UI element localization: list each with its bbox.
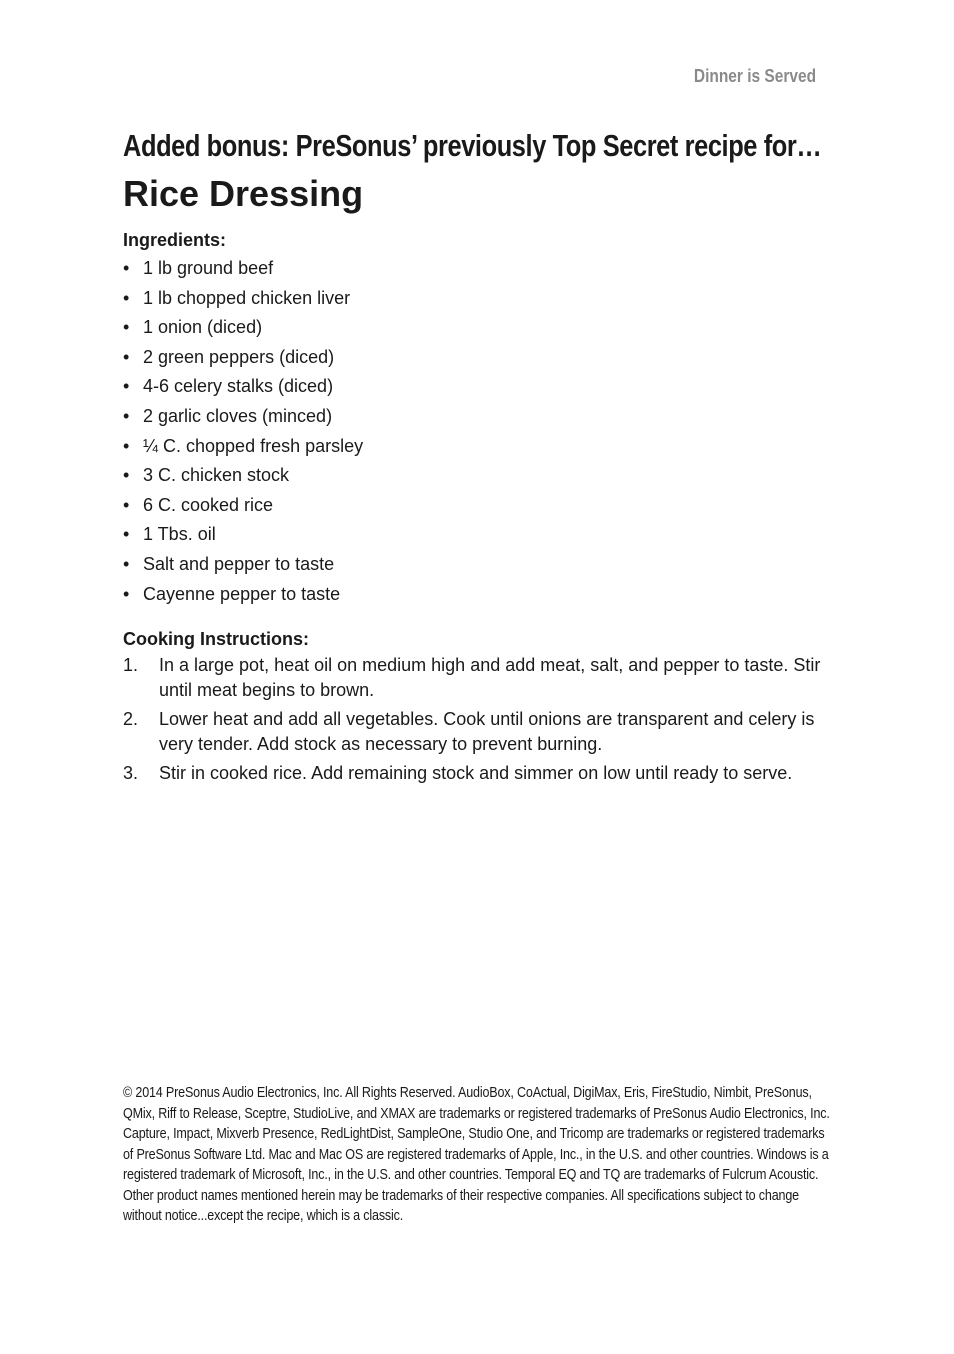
bullet-icon: • (123, 405, 130, 426)
ingredients-heading: Ingredients: (123, 230, 227, 250)
ingredient-item (123, 284, 839, 314)
running-header: Dinner is Served (693, 66, 816, 86)
ingredient-text: 4-6 celery stalks (diced) (143, 376, 334, 397)
ingredient-text: Salt and pepper to taste (143, 553, 335, 574)
instruction-step (123, 761, 839, 786)
bullet-icon: • (123, 317, 130, 338)
step-text: Stir in cooked rice. Add remaining stock and simmer on low until ready to serve. (159, 763, 793, 784)
ingredient-text: 1 onion (diced) (143, 317, 263, 338)
bullet-icon: • (123, 524, 130, 545)
ingredient-item (123, 580, 839, 610)
ingredient-text: 6 C. cooked rice (143, 494, 274, 515)
ingredient-item (123, 254, 839, 284)
ingredient-text: 1 lb ground beef (143, 258, 274, 278)
ingredient-item (123, 491, 839, 521)
ingredient-item (123, 402, 839, 432)
ingredient-text: 2 garlic cloves (minced) (143, 405, 333, 426)
ingredient-text: Cayenne pepper to taste (143, 583, 341, 604)
ingredient-text: ¼ C. chopped fresh parsley (143, 435, 364, 456)
bullet-icon: • (123, 583, 130, 604)
legal-notice: © 2014 PreSonus Audio Electronics, Inc. All Rights Reserved. AudioBox, CoActual, DigiMax, Eris, FireStudio, Nimbit, PreSonus, QMix, Riff to Release, Sceptre, StudioLive, and XMAX are trademarks or registered trademarks of PreSonus Audio Electronics, Inc. Capture, Impact, Mixverb Presence, RedLightDist, SampleOne, Studio One, and Tricomp are trademarks or registered trademarks of PreSonus Software Ltd. Mac and Mac OS are registered trademarks of Apple, Inc., in the U.S. and other countries. Windows is a registered trademark of Microsoft, Inc., in the U.S. and other countries. Temporal EQ and TQ are trademarks of Fulcrum Acoustic. Other product names mentioned herein may be trademarks of their respective companies. All specifications subject to change without notice...except the recipe, which is a classic. (123, 1084, 830, 1224)
ingredient-list (123, 254, 839, 609)
instructions-heading: Cooking Instructions: (123, 629, 309, 650)
ingredient-text: 3 C. chicken stock (143, 465, 290, 486)
instruction-step (123, 653, 839, 702)
ingredient-item (123, 520, 839, 550)
bullet-icon: • (123, 553, 130, 574)
step-text: Lower heat and add all vegetables. Cook until onions are transparent and celery is very tender. Add stock as necessary to prevent burning. (159, 709, 815, 754)
step-number: 1. (123, 655, 139, 676)
ingredient-text: 1 lb chopped chicken liver (143, 287, 351, 308)
ingredient-item (123, 372, 839, 402)
bullet-icon: • (123, 287, 130, 308)
bullet-icon: • (123, 258, 130, 278)
ingredient-text: 1 Tbs. oil (143, 524, 216, 545)
recipe-content (123, 124, 839, 791)
bullet-icon: • (123, 435, 130, 456)
ingredient-text: 2 green peppers (diced) (143, 346, 335, 367)
recipe-title: Rice Dressing (123, 173, 364, 214)
ingredient-item (123, 550, 839, 580)
ingredient-item (123, 461, 839, 491)
step-number: 3. (123, 763, 139, 784)
ingredient-item (123, 343, 839, 373)
ingredient-item (123, 313, 839, 343)
recipe-kicker: Added bonus: PreSonus’ previously Top Secret recipe for… (123, 128, 822, 163)
step-text: In a large pot, heat oil on medium high and add meat, salt, and pepper to taste. Stir until meat begins to brown. (159, 655, 821, 700)
instruction-list (123, 653, 839, 786)
instruction-step (123, 707, 839, 756)
bullet-icon: • (123, 494, 130, 515)
bullet-icon: • (123, 376, 130, 397)
bullet-icon: • (123, 346, 130, 367)
ingredient-item (123, 432, 839, 462)
step-number: 2. (123, 709, 139, 730)
bullet-icon: • (123, 465, 130, 486)
